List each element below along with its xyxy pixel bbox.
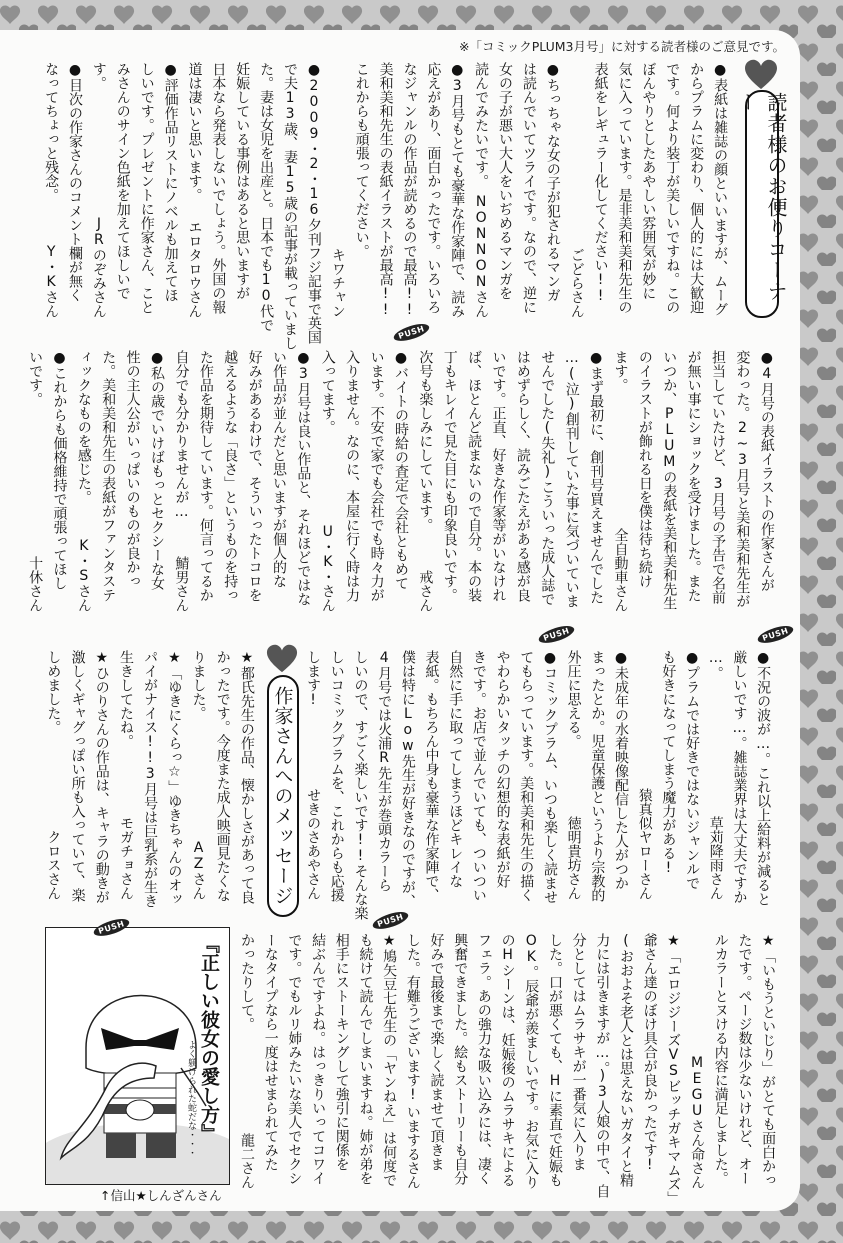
letter-text: 応えがあり、面白かったです。いろいろ bbox=[425, 62, 442, 314]
text-column bbox=[613, 62, 637, 318]
text-column bbox=[469, 62, 493, 318]
text-column bbox=[326, 62, 350, 318]
text-column bbox=[302, 62, 326, 344]
letter-text: 外圧に思える。 bbox=[565, 650, 582, 748]
letter-text: ●バイトの時給の査定で会社ともめて bbox=[392, 350, 409, 590]
text-column bbox=[96, 350, 120, 612]
text-column bbox=[657, 350, 681, 612]
letter-text: しめました。 bbox=[45, 650, 62, 734]
letter-text: からプラムに変わり、個人的には大歓迎 bbox=[688, 62, 705, 314]
text-column bbox=[443, 650, 467, 900]
push-badge: PUSH bbox=[371, 909, 410, 933]
reader-signature: クロスさん bbox=[45, 830, 62, 900]
letter-text: てもらっています。美和美和先生の描く bbox=[518, 650, 535, 902]
reader-signature: AZさん bbox=[190, 840, 207, 900]
text-column bbox=[413, 350, 437, 612]
text-column bbox=[636, 62, 660, 318]
reader-signature: ごどらさん bbox=[568, 248, 585, 318]
text-column bbox=[267, 350, 291, 612]
letter-text: パイがナイス!!3月号は巨乳系が生き bbox=[142, 650, 159, 908]
letter-text: かったりして。 bbox=[239, 933, 256, 1031]
letter-text: 好みで最後まで楽しく読ませて頂きま bbox=[428, 933, 445, 1171]
text-column bbox=[291, 350, 315, 612]
letter-text: いです。 bbox=[27, 350, 44, 406]
letter-text: いつか、PLUMの表紙を美和美和先生 bbox=[661, 350, 678, 610]
text-column bbox=[211, 650, 235, 900]
letter-text: ★鳩矢豆七先生の「ヤンねえ」は何度で bbox=[381, 933, 398, 1187]
letter-text: フェラ。あの強力な吸い込みには、凄く bbox=[475, 933, 492, 1185]
letter-text: 厳しいです…。雑誌業界は大丈夫ですか bbox=[731, 650, 748, 904]
text-column bbox=[608, 350, 632, 612]
reader-illustration bbox=[45, 927, 230, 1185]
reader-signature: 草苅降雨さん bbox=[707, 816, 724, 900]
letter-text: 次号も楽しみにしています。 bbox=[417, 350, 434, 532]
illustration-title: 『正しい彼女の愛し方』 bbox=[198, 934, 220, 1143]
text-column bbox=[206, 62, 230, 318]
text-column bbox=[751, 650, 775, 906]
letter-text: 変わった。2~3月号と美和美和先生が bbox=[734, 350, 751, 608]
push-badge: PUSH bbox=[392, 321, 431, 345]
text-column bbox=[591, 933, 615, 1198]
text-column bbox=[254, 62, 278, 332]
text-column bbox=[680, 650, 704, 900]
reader-signature: K・Sさん bbox=[75, 538, 92, 612]
text-column bbox=[66, 650, 90, 900]
letter-text: です。何より装丁が美しいですね。この bbox=[664, 62, 681, 314]
text-column bbox=[145, 350, 169, 612]
text-column bbox=[684, 62, 708, 318]
letter-text: ★「ゆきにくらっ☆」ゆきちゃんのオッ bbox=[166, 650, 183, 906]
letter-text: 力には引きますが…。)3人娘の中で、自 bbox=[594, 933, 611, 1198]
text-column bbox=[511, 350, 535, 612]
letter-text: ●2009・2・16夕刊フジ記事で英国 bbox=[305, 62, 322, 344]
letter-text: ば、ほとんど読まないので自分。本の装 bbox=[466, 350, 483, 602]
letter-text: です。でもルリ姉みたいな美人でセクシ bbox=[286, 933, 303, 1185]
text-column bbox=[421, 62, 445, 318]
letter-text: 結ぶんですよね。はっきりいってコワイ bbox=[310, 933, 327, 1185]
letter-text: のイラストが飾れる日を僕は待ち続け bbox=[636, 350, 653, 588]
text-column bbox=[398, 62, 422, 318]
letter-text: 担当していたけど、3月号の予告で名前 bbox=[710, 350, 727, 604]
letter-text: やわらかいタッチの幻想的な表紙が好 bbox=[494, 650, 511, 888]
text-column bbox=[316, 350, 340, 612]
text-column bbox=[491, 650, 515, 900]
letter-text: す。 bbox=[90, 62, 107, 90]
reader-signature: エロタロウさん bbox=[186, 220, 203, 318]
text-column bbox=[396, 650, 420, 908]
reader-signature: 十休さん bbox=[27, 556, 44, 612]
letter-text: が無い事にショックを受けました。また bbox=[685, 350, 702, 602]
text-column bbox=[159, 62, 183, 318]
text-column bbox=[448, 933, 472, 1189]
text-column bbox=[584, 350, 608, 612]
letters-block-middle bbox=[23, 350, 779, 612]
letter-text: 日本なら発表しないでしょう。外国の報 bbox=[210, 62, 227, 314]
letter-text: 爺さん達のぼけ具合が良かったです! bbox=[641, 933, 658, 1173]
letter-text: …。 bbox=[707, 650, 724, 680]
text-column bbox=[330, 933, 354, 1189]
letter-text: も続けて読んでしまいますね。姉が弟を bbox=[357, 933, 374, 1185]
text-column bbox=[301, 650, 325, 900]
text-column bbox=[354, 933, 378, 1189]
text-column bbox=[496, 933, 520, 1189]
letter-text: かったです。今度また成人映画見たくな bbox=[214, 650, 231, 902]
letter-text: た作品を期待しています。何言ってるか bbox=[197, 350, 214, 602]
letter-text: きです。お店で並んでいても、ついつい bbox=[470, 650, 487, 902]
letter-text: なってちょっと残念。 bbox=[43, 62, 60, 202]
text-column bbox=[325, 650, 349, 900]
letter-text: しいコミックプラムを、これからも応援 bbox=[328, 650, 345, 902]
text-column bbox=[657, 650, 681, 900]
text-column bbox=[23, 350, 47, 612]
text-column bbox=[493, 62, 517, 318]
push-badge: PUSH bbox=[537, 623, 576, 647]
text-column bbox=[586, 650, 610, 900]
text-column bbox=[87, 62, 111, 318]
letter-text: のHシーンは、妊娠後のムラサキによる bbox=[499, 933, 516, 1187]
letter-text: ●これからも価格維持で頑張ってほし bbox=[51, 350, 68, 590]
letter-text: なジャンルの作品が読めるので最高!! bbox=[401, 62, 418, 318]
text-column bbox=[559, 350, 583, 612]
text-column bbox=[90, 650, 114, 904]
letter-text: します! bbox=[305, 650, 322, 708]
text-column bbox=[230, 62, 254, 318]
letter-text: 表紙をレギュラー化してください!! bbox=[592, 62, 609, 304]
letter-text: (おおよそ老人とは思えないガタイと精 bbox=[618, 933, 635, 1187]
text-column bbox=[538, 650, 562, 904]
letter-text: 道は凄いと思います。 bbox=[186, 62, 203, 202]
text-column bbox=[111, 62, 135, 318]
letter-text: ●未成年の水着映像配信した人がつか bbox=[613, 650, 630, 890]
text-column bbox=[467, 650, 491, 900]
text-column bbox=[425, 933, 449, 1189]
text-column bbox=[638, 933, 662, 1189]
text-column bbox=[242, 350, 266, 612]
letter-text: い作品が並んだと思いますが個人的な bbox=[271, 350, 287, 588]
letter-text: ィックなものを感じた。 bbox=[75, 350, 92, 504]
text-column bbox=[445, 62, 469, 318]
reader-signature: キワチャン bbox=[329, 248, 346, 318]
text-column bbox=[486, 350, 510, 612]
text-column bbox=[389, 350, 413, 612]
letter-text: 妊娠している事例はあると思いますが bbox=[234, 62, 251, 300]
text-column bbox=[662, 933, 686, 1205]
letter-text: たです。ページ数は少ないけれど、オー bbox=[736, 933, 753, 1185]
text-column bbox=[401, 933, 425, 1189]
letter-text: した。口が悪くても、Hに素直で妊娠も bbox=[546, 933, 563, 1187]
reader-signature: いまするさん bbox=[404, 1105, 421, 1189]
letter-text: しいです。プレゼントに作家さん、こと bbox=[138, 62, 155, 314]
letter-text: た。美和美和先生の表紙がファンタステ bbox=[100, 350, 117, 602]
letter-text: OK。辰爺が羨ましいです。お気に入り bbox=[523, 933, 540, 1189]
reader-signature: MEGUさん命さん bbox=[689, 1055, 706, 1189]
letter-text: 気に入っています。是非美和美和先生の bbox=[616, 62, 633, 314]
text-column bbox=[169, 350, 193, 612]
text-column bbox=[41, 650, 65, 900]
letter-text: 表紙。もちろん中身も豪華な作家陣で、 bbox=[423, 650, 440, 902]
section-title-authors: 作家さんへのメッセージ bbox=[267, 675, 299, 917]
text-column bbox=[306, 933, 330, 1189]
letter-text: 越えるような「良さ」というものを持っ bbox=[222, 350, 239, 602]
text-column bbox=[535, 350, 559, 612]
letter-text: せんでした(失礼)こういった成人誌で bbox=[539, 350, 556, 606]
letter-text: 自分でも分かりませんが… bbox=[173, 350, 190, 520]
letter-text: みさんのサイン色紙を加えてほしいで bbox=[114, 62, 131, 300]
letter-text: …(泣)創刊していた事に気づいていま bbox=[563, 350, 580, 608]
text-column bbox=[633, 350, 657, 612]
letter-text: ●表紙は雑誌の顔といいますが、ムーグ bbox=[712, 62, 729, 316]
letter-text: 4月号では火浦R先生が巻頭カラーら bbox=[376, 650, 393, 892]
letter-text: これからも頑張ってください。 bbox=[353, 62, 370, 258]
text-column bbox=[374, 62, 398, 318]
letter-text: ★都氏先生の作品、懐かしさがあって良 bbox=[238, 650, 255, 904]
reader-signature: 猿真似ヤローさん bbox=[636, 788, 653, 900]
reader-signature: Y・Kさん bbox=[43, 244, 60, 318]
text-column bbox=[543, 933, 567, 1189]
reader-signature: 徳明貴坊さん bbox=[565, 816, 582, 900]
text-column bbox=[519, 933, 543, 1189]
letter-text: はめずらしく、読みごたえがある感が良 bbox=[514, 350, 531, 602]
letter-text: ●3月号もとても豪華な作家陣で、読み bbox=[449, 62, 466, 318]
section-title-readers: 読者様のお便りコーナー bbox=[745, 90, 779, 318]
letter-text: た。妻は女児を出産と。日本でも10代で bbox=[258, 62, 275, 332]
text-column bbox=[63, 62, 87, 318]
text-column bbox=[194, 350, 218, 612]
text-column bbox=[135, 62, 159, 318]
text-column bbox=[730, 350, 754, 612]
illustration-credit: ↑信山★しんざんさん bbox=[100, 1188, 222, 1203]
text-column bbox=[120, 350, 144, 612]
letter-text: 相手にストーキングして強引に関係を bbox=[333, 933, 350, 1171]
text-column bbox=[567, 933, 591, 1189]
push-badge: PUSH bbox=[756, 623, 795, 647]
text-column bbox=[72, 350, 96, 612]
text-column bbox=[562, 650, 586, 900]
text-column bbox=[633, 650, 657, 900]
text-column bbox=[162, 650, 186, 906]
text-column bbox=[186, 650, 210, 900]
header-note: ※「コミックPLUM3月号」に対する読者様のご意見です。 bbox=[459, 39, 785, 54]
letter-text: 分としてはムラサキが一番気に入りま bbox=[570, 933, 587, 1171]
text-column bbox=[235, 650, 259, 904]
letter-text: まったとか。児童保護というより宗教的 bbox=[589, 650, 606, 902]
letter-text: 僕は特にLow先生が好きなのですが、 bbox=[399, 650, 416, 908]
letter-text: ●3月号は良い作品と、それほどではな bbox=[295, 350, 312, 606]
text-column bbox=[39, 62, 63, 318]
letter-text: ★「いもうといじり」がとても面白かっ bbox=[760, 933, 777, 1187]
letter-text: ●プラムでは好きではないジャンルで bbox=[684, 650, 701, 890]
letters-block-bottom bbox=[235, 933, 780, 1205]
text-column bbox=[514, 650, 538, 900]
heart-icon bbox=[744, 58, 778, 92]
illustration-caption: よく躾けられた蛇だな・・・ bbox=[186, 1040, 196, 1157]
letter-text: しいので、すごく楽しいです!!そんな楽 bbox=[352, 650, 369, 920]
text-column bbox=[259, 933, 283, 1189]
letter-text: した。有難うございます! bbox=[404, 933, 421, 1103]
text-column bbox=[340, 350, 364, 612]
letter-text: ●私の歳でいけばもっとセクシーな女 bbox=[149, 350, 166, 590]
letters-block-lower bbox=[301, 650, 775, 920]
text-column bbox=[114, 650, 138, 900]
text-column bbox=[283, 933, 307, 1189]
letter-text: 性の主人公がいっぱいのものが良かっ bbox=[124, 350, 141, 588]
letter-text: ★ひのりさんの作品は、キャラの動きが bbox=[93, 650, 110, 904]
text-column bbox=[728, 650, 752, 904]
letter-text: ★「エロジジーズVSビッチガキマムズ」 bbox=[665, 933, 682, 1205]
reader-signature: 龍二さん bbox=[239, 1133, 256, 1189]
letter-text: 女の子が悪い大人をいぢめるマンガを bbox=[497, 62, 514, 300]
reader-signature: 全自動車さん bbox=[612, 528, 629, 612]
text-column bbox=[685, 933, 709, 1189]
text-column bbox=[218, 350, 242, 612]
letter-text: ●ちっちゃな女の子が犯されるマンガ bbox=[544, 62, 561, 302]
letter-text: 好みがあるわけで、そういったトコロを bbox=[246, 350, 263, 602]
letter-text: 生きしてたね。 bbox=[117, 650, 134, 748]
letter-text: ●コミックプラム、いつも楽しく読ませ bbox=[541, 650, 558, 904]
text-column bbox=[438, 350, 462, 612]
text-column bbox=[364, 350, 388, 612]
letter-text: 丁もキレイで見た目にも印象良いです。 bbox=[441, 350, 458, 602]
reader-signature: モガチョさん bbox=[117, 816, 134, 900]
letter-text: 読んでみたいです。 bbox=[473, 62, 490, 188]
text-column bbox=[614, 933, 638, 1189]
letter-text: は読んでいてツライです。なので、逆に bbox=[520, 62, 537, 314]
text-column bbox=[138, 650, 162, 908]
text-column bbox=[755, 350, 779, 612]
reader-signature: 戒さん bbox=[417, 570, 434, 612]
letter-text: も好きになってしまう魔力がある! bbox=[660, 650, 677, 876]
letter-text: ●不況の波が…。これ以上給料が減ると bbox=[755, 650, 772, 906]
text-column bbox=[349, 650, 373, 920]
letter-text: ●評価作品リストにノベルも加えてほ bbox=[162, 62, 179, 302]
text-column bbox=[377, 933, 401, 1189]
text-column bbox=[660, 62, 684, 318]
reader-signature: せきのさあやさん bbox=[305, 788, 322, 900]
letter-text: ●目次の作家さんのコメント欄が無く bbox=[67, 62, 84, 302]
letter-text: ます。 bbox=[612, 350, 629, 392]
text-column bbox=[733, 933, 757, 1189]
text-column bbox=[541, 62, 565, 318]
text-column bbox=[350, 62, 374, 318]
letter-text: ●まず最初に、創刊号買えませんでした bbox=[588, 350, 605, 604]
text-column bbox=[609, 650, 633, 900]
letter-text: で夫13歳、妻15歳の記事が載っていまし bbox=[282, 62, 299, 350]
text-column bbox=[472, 933, 496, 1189]
text-column bbox=[708, 62, 732, 318]
text-column bbox=[183, 62, 207, 318]
letter-text: ーなタイプなら一度はせまられてみた bbox=[262, 933, 279, 1171]
letter-text: ぼんやりとしたあやしい雰囲気が妙に bbox=[640, 62, 657, 300]
text-column bbox=[589, 62, 613, 318]
text-column bbox=[756, 933, 780, 1189]
text-column bbox=[565, 62, 589, 318]
reader-signature: JRのぞみさん bbox=[90, 216, 107, 318]
letter-text: 入ってます。 bbox=[319, 350, 336, 434]
text-column bbox=[47, 350, 71, 612]
push-badge: PUSH bbox=[92, 916, 131, 940]
letter-text: ●4月号の表紙イラストの作家さんが bbox=[758, 350, 775, 592]
text-column bbox=[706, 350, 730, 612]
author-messages-block bbox=[41, 650, 259, 908]
letter-text: 激しくギャグっぽい所も入っていて、楽 bbox=[69, 650, 86, 902]
text-column bbox=[681, 350, 705, 612]
reader-signature: U・K・さん bbox=[319, 524, 336, 612]
letter-text: 入りません。なのに、本屋に行く時は力 bbox=[344, 350, 361, 602]
text-column bbox=[704, 650, 728, 900]
letter-text: 自然に手に取ってしまうほどキレイな bbox=[447, 650, 464, 888]
letter-text: りました。 bbox=[190, 650, 207, 720]
text-column bbox=[709, 933, 733, 1189]
letter-text: 美和美和先生の表紙イラストが最高!! bbox=[377, 62, 394, 318]
letter-text: いです。正直、好きな作家等がいなけれ bbox=[490, 350, 507, 602]
heart-icon bbox=[266, 643, 298, 675]
text-column bbox=[420, 650, 444, 900]
reader-signature: 鯖男さん bbox=[173, 556, 190, 612]
text-column bbox=[235, 933, 259, 1189]
text-column bbox=[372, 650, 396, 900]
text-column bbox=[517, 62, 541, 318]
letter-text: 興奮できました。絵もストーリーも自分 bbox=[452, 933, 469, 1185]
text-column bbox=[462, 350, 486, 612]
letter-text: います。不安で家でも会社でも時々力が bbox=[368, 350, 385, 602]
reader-signature: NONNONさん bbox=[473, 194, 490, 318]
text-column bbox=[278, 62, 302, 350]
letter-text: ルカラーとヌける内容に満足しました。 bbox=[712, 933, 729, 1185]
